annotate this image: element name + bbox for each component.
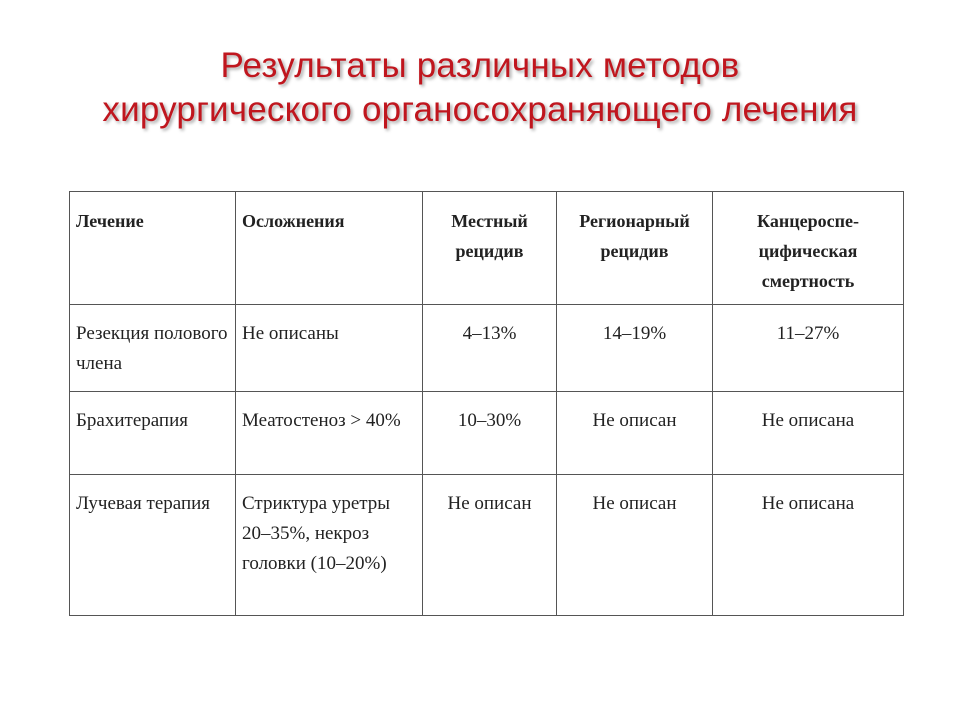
header-local-recurrence: Местный рецидив (423, 192, 557, 305)
table-row (70, 392, 904, 475)
table-row (70, 475, 904, 616)
header-regional-recurrence: Регионарный рецидив (557, 192, 713, 305)
cell-treatment: Лучевая терапия (70, 475, 236, 616)
slide-title-line-1: Результаты различных методов (220, 46, 740, 85)
cell-cancer-specific-mortality: Не описана (713, 392, 904, 475)
cell-complications: Меатостеноз > 40% (236, 392, 423, 475)
slide-title (0, 44, 960, 132)
cell-regional-recurrence: Не описан (557, 392, 713, 475)
cell-local-recurrence: Не описан (423, 475, 557, 616)
table-row (70, 305, 904, 392)
cell-treatment: Резекция полового члена (70, 305, 236, 392)
cell-regional-recurrence: 14–19% (557, 305, 713, 392)
cell-treatment: Брахитерапия (70, 392, 236, 475)
cell-regional-recurrence: Не описан (557, 475, 713, 616)
cell-complications: Стриктура уретры 20–35%, некроз головки (10–20%) (236, 475, 423, 616)
table-header-row (70, 192, 904, 305)
cell-cancer-specific-mortality: Не описана (713, 475, 904, 616)
slide-title-line-2: хирургического органосохраняющего лечения (102, 90, 858, 129)
header-complications: Осложнения (236, 192, 423, 305)
cell-cancer-specific-mortality: 11–27% (713, 305, 904, 392)
header-treatment: Лечение (70, 192, 236, 305)
cell-local-recurrence: 4–13% (423, 305, 557, 392)
results-table (69, 191, 904, 616)
header-cancer-specific-mortality: Канцероспе-цифическая смертность (713, 192, 904, 305)
cell-complications: Не описаны (236, 305, 423, 392)
cell-local-recurrence: 10–30% (423, 392, 557, 475)
